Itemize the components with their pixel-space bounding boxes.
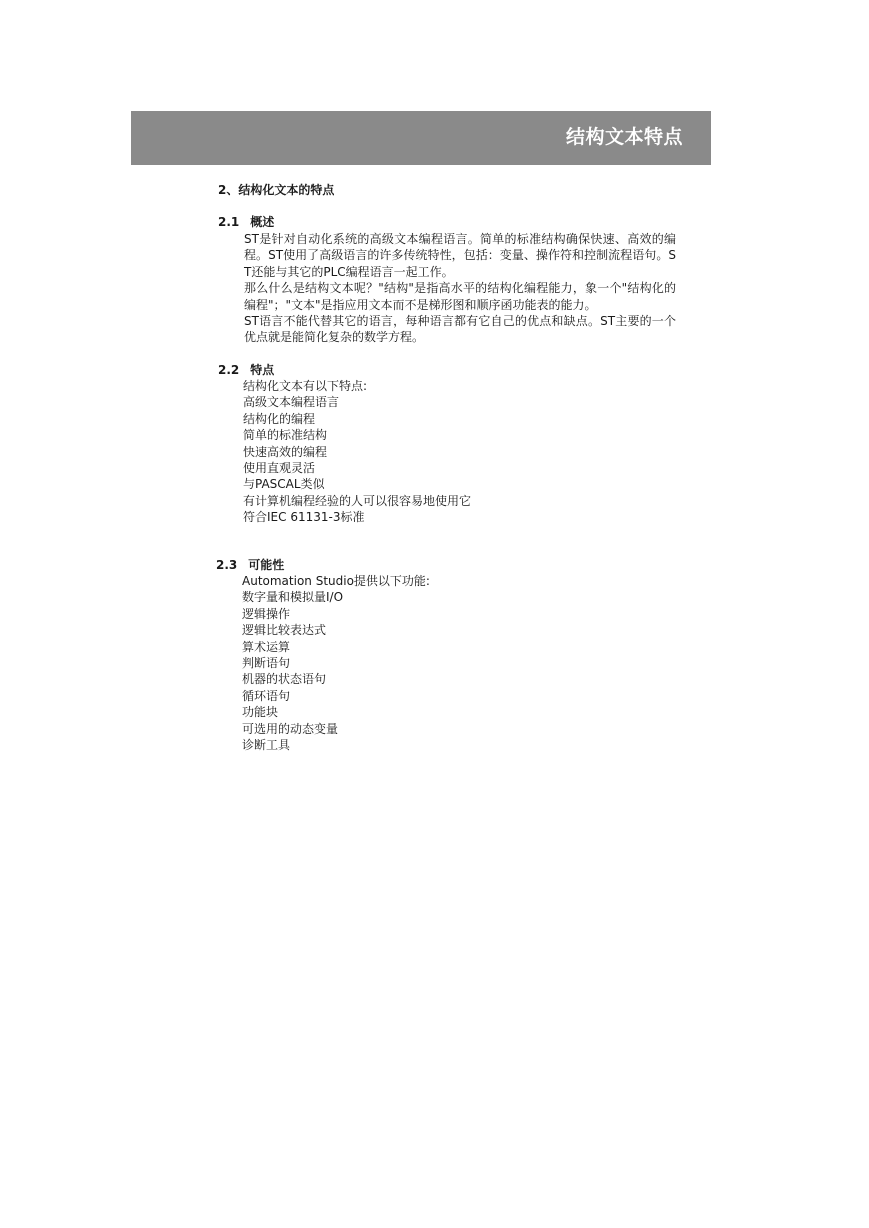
list-item: 逻辑比较表达式 (242, 623, 327, 638)
section-title: 特点 (250, 363, 275, 377)
list-item: 简单的标准结构 (243, 428, 328, 443)
section-features (218, 362, 471, 526)
list-item: 使用直观灵活 (243, 461, 316, 476)
section-body (218, 378, 471, 526)
section-number: 2.3 (216, 558, 238, 572)
list-item: 循环语句 (242, 688, 291, 703)
list-item: 有计算机编程经验的人可以很容易地使用它 (243, 493, 472, 508)
list-item: 与PASCAL类似 (243, 477, 325, 492)
list-item: 快速高效的编程 (243, 444, 328, 459)
section-body (218, 231, 676, 346)
list-item: 可选用的动态变量 (242, 721, 339, 736)
list-item: 数字量和模拟量I/O (242, 590, 344, 605)
list-item: 结构化的编程 (243, 411, 316, 426)
section-heading (218, 362, 471, 378)
list-item: 逻辑操作 (242, 606, 291, 621)
section-overview (218, 214, 676, 346)
list-item: 机器的状态语句 (242, 672, 327, 687)
section-number: 2.2 (218, 363, 240, 377)
document-title: 2、结构化文本的特点 (218, 183, 335, 197)
list-item: 功能块 (242, 705, 279, 720)
section-capabilities (216, 557, 430, 753)
section-heading (216, 557, 430, 573)
header-title: 结构文本特点 (565, 126, 683, 148)
list-intro: Automation Studio提供以下功能: (242, 574, 430, 588)
list-item: 高级文本编程语言 (243, 395, 340, 410)
list-item: 诊断工具 (242, 738, 291, 753)
paragraph: ST是针对自动化系统的高级文本编程语言。简单的标准结构确保快速、高效的编程。ST使用了高级语言的许多传统特性，包括：变量、操作符和控制流程语句。ST还能与其它的PLC编程语言一起工作。 (244, 232, 676, 279)
list-item: 符合IEC 61131-3标准 (243, 510, 365, 525)
header-bar (131, 111, 711, 165)
list-intro: 结构化文本有以下特点: (243, 379, 368, 393)
section-heading (218, 214, 676, 230)
section-title: 可能性 (248, 558, 285, 572)
list-item: 判断语句 (242, 656, 291, 671)
section-number: 2.1 (218, 215, 240, 229)
section-body (216, 573, 430, 753)
paragraph: ST语言不能代替其它的语言，每种语言都有它自己的优点和缺点。ST主要的一个优点就是能简化复杂的数学方程。 (244, 314, 676, 345)
paragraph: 那么什么是结构文本呢？"结构"是指高水平的结构化编程能力，象一个"结构化的编程"；"文本"是指应用文本而不是梯形图和顺序函功能表的能力。 (244, 281, 676, 312)
section-title: 概述 (250, 215, 275, 229)
list-item: 算术运算 (242, 639, 291, 654)
